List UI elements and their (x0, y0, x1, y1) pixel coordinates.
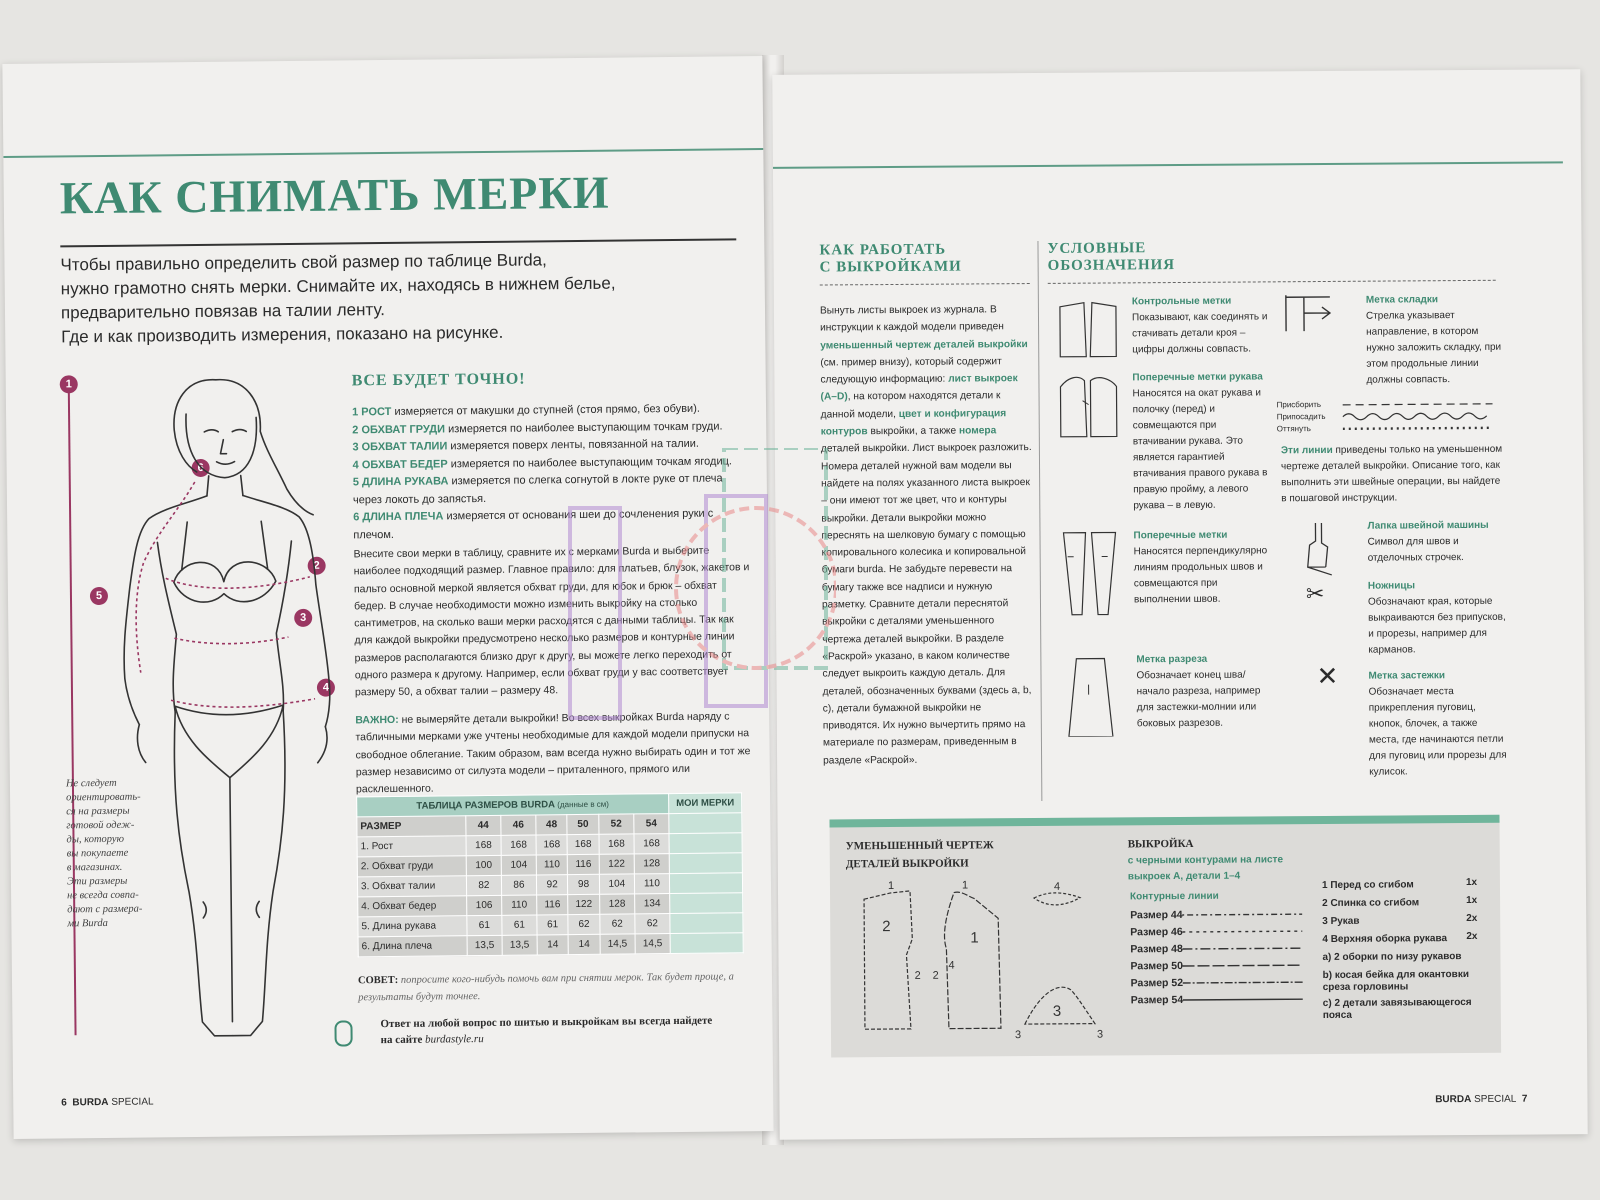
intro-line: Чтобы правильно определить свой размер по таблице Burda, (60, 250, 547, 275)
title-rule (60, 238, 736, 247)
important-paragraph: ВАЖНО: не вымеряйте детали выкройки! Во всех выкройках Burda наряду с табличными мерками уже учтены необходимые для каждой модели припуски на свободное облегание. Таким образом, вам всегда нужно выбирать один и тот же размер независимо от силуэта модели – приталенного, прямого или расклешенного. (355, 710, 751, 796)
piece-number: 1 (970, 929, 979, 947)
intro-line: нужно грамотно снять мерки. Снимайте их, находясь в нижнем белье, (60, 273, 616, 299)
piece-number: 1 (961, 879, 969, 892)
marker-6: 6 (192, 459, 210, 477)
piece-number: 3 (1052, 1002, 1062, 1020)
my-measurements-header: МОИ МЕРКИ (669, 793, 742, 814)
lines-note: Эти линии приведены только на уменьшенном чертеже деталей выкройки. Описание того, как выполнить эти швейные операции, вы найдете в пошаговой инструкции. (1280, 443, 1503, 505)
piece-number: 3 (1014, 1029, 1022, 1042)
pattern-symbols-icon (1054, 296, 1127, 736)
my-measure-cell[interactable] (669, 873, 742, 894)
size-44-label: Размер 44 (1130, 908, 1183, 922)
piece-qty: 2x (1466, 930, 1478, 943)
my-measure-cell[interactable] (669, 833, 742, 854)
marker-2: 2 (308, 557, 326, 575)
stitch-border (773, 161, 1563, 169)
divider (1048, 280, 1496, 284)
my-measure-cell[interactable] (669, 853, 742, 874)
my-measure-cell[interactable] (670, 893, 743, 914)
section-heading: ВСЕ БУДЕТ ТОЧНО! (351, 370, 526, 390)
symbol-sleeve-marks: Поперечные метки рукава Наносятся на окат рукава и полочку (перед) и совмещаются при втачивании рукава. Это является гарантией втачивания правого рукава в правую пройму, а левого рукава – в левую. (1132, 371, 1268, 512)
example-pattern-panel (829, 815, 1501, 1058)
how-to-body: Вынуть листы выкроек из журнала. В инструкции к каждой модели приведен уменьшенный чертеж деталей выкройки (см. пример внизу), который содержит следующую информацию: лист выкроек (A–D), на котором находятся детали к данной модели, цвет и конфигурация контуров выкройки, а также номера деталей выкройки. Лист выкроек разложить. Номера деталей нужной вам модели вы найдете на полях указанного листа выкроек – они имеют тот же цвет, что и контуры выкройки. Детали выкройки можно переснять на шелковую бумагу с помощью копировального колесика и копировальной бумаги burda. Не забудьте перевести на бумагу также все надписи и нужную разметку. Сравните детали переснятой выкройки с деталями уменьшенного чертежа деталей выкройки. В разделе «Раскрой» указано, в каком количестве следует выкроить каждую деталь. Для деталей, обозначенных буквами (здесь а, b, c), детали бумажной выкройки не приводятся. Их нужно вычертить прямо на материале по размерам, приведенным в разделе «Раскрой». (819, 304, 1032, 767)
table-row: 2. Обхват груди 100 104 110 116 122 128 (357, 853, 742, 877)
list-item: 5 ДЛИНА РУКАВА измеряется по слегка согнутой в локте руке от плеча через локоть до запястья. (352, 472, 723, 506)
size-46-label: Размер 46 (1130, 925, 1183, 939)
table-header-size: РАЗМЕР (357, 816, 466, 837)
pattern-pieces-drawing (844, 877, 1115, 1049)
piece-item: 2 Спинка со сгибом (1322, 897, 1420, 910)
symbol-presser-foot: Лапка швейной машины Символ для швов и отделочных строчек. (1367, 519, 1489, 564)
symbol-cross-marks: Поперечные метки Наносятся перпендикулярно линиям продольных швов и совмещаются при выполнении швов. (1133, 529, 1268, 606)
piece-qty: 2x (1466, 912, 1478, 925)
piece-number: 1 (887, 880, 895, 893)
my-measure-cell[interactable] (670, 913, 743, 934)
symbol-control-marks: Контрольные метки Показывают, как соединять и стачивать детали кроя – цифры должны совпасть. (1131, 295, 1268, 356)
marker-3: 3 (294, 609, 312, 627)
stitch-border (3, 148, 763, 158)
size-50-label: Размер 50 (1130, 959, 1183, 973)
column-divider (1037, 241, 1042, 801)
symbol-closure: Метка застежки Обозначает места прикрепления пуговиц, кнопок, блочек, а также места, где начинаются петли для пуговиц или прорезы для кулисок. (1368, 670, 1507, 778)
piece-number: 2 (914, 969, 921, 982)
tip-text: СОВЕТ: попросите кого-нибудь помочь вам при снятии мерок. Так будет проще, а результаты будут точнее. (357, 971, 734, 1004)
size-table (356, 792, 744, 957)
piece-item: а) 2 оборки по низу рукавов (1322, 951, 1462, 964)
pleat-mark-icon (1282, 293, 1334, 333)
piece-number: 2 (882, 918, 891, 936)
piece-number: 4 (1053, 880, 1061, 893)
stitch-lines-icon (1343, 398, 1493, 437)
page-folio: 6 BURDA SPECIAL (61, 1096, 154, 1109)
list-item: 6 ДЛИНА ПЛЕЧА измеряется от основания шеи до сочленения руки с плечом. (353, 507, 714, 541)
intro-text (60, 247, 701, 350)
size-col: 50 (567, 814, 599, 834)
reduced-drawing-title: УМЕНЬШЕННЫЙ ЧЕРТЕЖ ДЕТАЛЕЙ ВЫКРОЙКИ (845, 839, 994, 871)
side-note: Не следует ориентировать- ся на размеры готовой одеж- ды, которую вы покупаете в магазинах. Эти размеры не всегда совпа- дают с размера- ми Burda (65, 777, 143, 930)
piece-item: b) косая бейка для окантовки среза горловины (1322, 968, 1469, 994)
page-folio: BURDA SPECIAL 7 (1435, 1093, 1528, 1106)
contour-lines-legend (1182, 906, 1307, 1011)
symbol-scissors: Ножницы Обозначают края, которые выкраиваются без припусков, и прорезы, например для карманов. (1367, 580, 1506, 656)
piece-qty: 1x (1466, 894, 1478, 907)
table-row: 1. Рост 168 168 168 168 168 168 (357, 833, 742, 857)
website-link[interactable]: burdastyle.ru (425, 1033, 484, 1046)
presser-foot-icon (1301, 521, 1341, 577)
marker-4: 4 (317, 679, 335, 697)
size-48-label: Размер 48 (1130, 942, 1183, 956)
stitch-labels: Присборить Припосадить Оттянуть (1276, 400, 1326, 434)
table-row: 6. Длина плеча 13,5 13,5 14 14 14,5 14,5 (358, 933, 743, 957)
list-item: 2 ОБХВАТ ГРУДИ измеряется по наиболее выступающим точкам груди. (352, 419, 723, 436)
mouse-icon (334, 1020, 352, 1046)
piece-item: 4 Верхняя оборка рукава (1322, 933, 1448, 946)
piece-item: 3 Рукав (1322, 915, 1360, 928)
page-title: КАК СНИМАТЬ МЕРКИ (59, 166, 610, 224)
piece-number: 2 (932, 969, 939, 982)
intro-line: Где и как производить измерения, показано на рисунке. (61, 322, 504, 347)
website-note: Ответ на любой вопрос по шитью и выкройкам вы всегда найдете на сайте burdastyle.ru (380, 1014, 713, 1047)
size-54-label: Размер 54 (1130, 993, 1184, 1007)
scissors-icon: ✂ (1305, 580, 1325, 607)
symbol-pleat: Метка складки Стрелка указывает направление, в котором нужно заложить складку, при этом продольные линии должны совпасть. (1365, 294, 1502, 386)
symbols-heading: УСЛОВНЫЕ ОБОЗНАЧЕНИЯ (1047, 240, 1176, 274)
marker-1: 1 (60, 375, 78, 393)
piece-number: 4 (948, 959, 955, 972)
piece-item: 1 Перед со сгибом (1321, 879, 1414, 892)
list-item: 3 ОБХВАТ ТАЛИИ измеряется поверх ленты, повязанной на талии. (352, 437, 699, 454)
size-52-label: Размер 52 (1130, 976, 1184, 990)
piece-number: 3 (1096, 1028, 1104, 1041)
size-col: 52 (599, 814, 634, 834)
piece-item: с) 2 детали завязывающегося пояса (1322, 996, 1472, 1022)
marker-5: 5 (90, 587, 108, 605)
table-row: 4. Обхват бедер 106 110 116 122 128 134 (358, 893, 743, 917)
watermark-logo (556, 448, 836, 728)
table-row: 3. Обхват талии 82 86 92 98 104 110 (357, 873, 742, 897)
piece-qty: 1x (1465, 876, 1478, 889)
pattern-subtitle: с черными контурами на листе выкроек А, детали 1–4 (1127, 854, 1284, 883)
how-to-heading: КАК РАБОТАТЬ С ВЫКРОЙКАМИ (819, 241, 962, 276)
closure-mark-icon: ✕ (1316, 660, 1339, 692)
my-measure-cell[interactable] (669, 813, 742, 834)
list-item: 4 ОБХВАТ БЕДЕР измеряется по наиболее выступающим точкам ягодиц. (352, 454, 732, 471)
table-title: ТАБЛИЦА РАЗМЕРОВ BURDA (данные в см) (357, 794, 669, 817)
divider (820, 283, 1030, 285)
size-col: 44 (466, 815, 501, 835)
my-measure-cell[interactable] (670, 933, 743, 954)
size-selection-paragraph: Внесите свои мерки в таблицу, сравните их с мерками Burda и выберите наиболее подходящий размер. Главное правило: для платьев, блузок, жакетов и пальто основной меркой является обхват груди, для юбок и брюк – обхват бедер. В случае необходимости можно изменить выкройку на столько сантиметров, на сколько ваши мерки расходятся с данными таблицы. Так как для каждой выкройки предусмотрено несколько размеров и контурные линии размеров располагаются близко друг к другу, вы можете легко переходить от одного размера к другому. Например, если обхват груди у вас соответствует размеру 50, а обхват талии – размеру 48. (353, 544, 750, 699)
list-item: 1 РОСТ измеряется от макушки до ступней (стоя прямо, без обуви). (351, 402, 700, 419)
body-figure-illustration (76, 370, 363, 1063)
intro-line: предварительно повязав на талии ленту. (60, 300, 386, 323)
right-page (772, 69, 1587, 1140)
height-measure-line (68, 385, 77, 1035)
size-col: 54 (634, 814, 669, 834)
table-row: 5. Длина рукава 61 61 61 62 62 62 (358, 913, 743, 937)
size-col: 48 (536, 815, 568, 835)
contour-lines-label: Контурные линии (1130, 890, 1219, 903)
pattern-title: ВЫКРОЙКА (1127, 837, 1194, 851)
symbol-slit-mark: Метка разреза Обозначает конец шва/ начало разреза, например для застежки-молнии или боковых разрезов. (1136, 653, 1261, 730)
size-col: 46 (501, 815, 536, 835)
